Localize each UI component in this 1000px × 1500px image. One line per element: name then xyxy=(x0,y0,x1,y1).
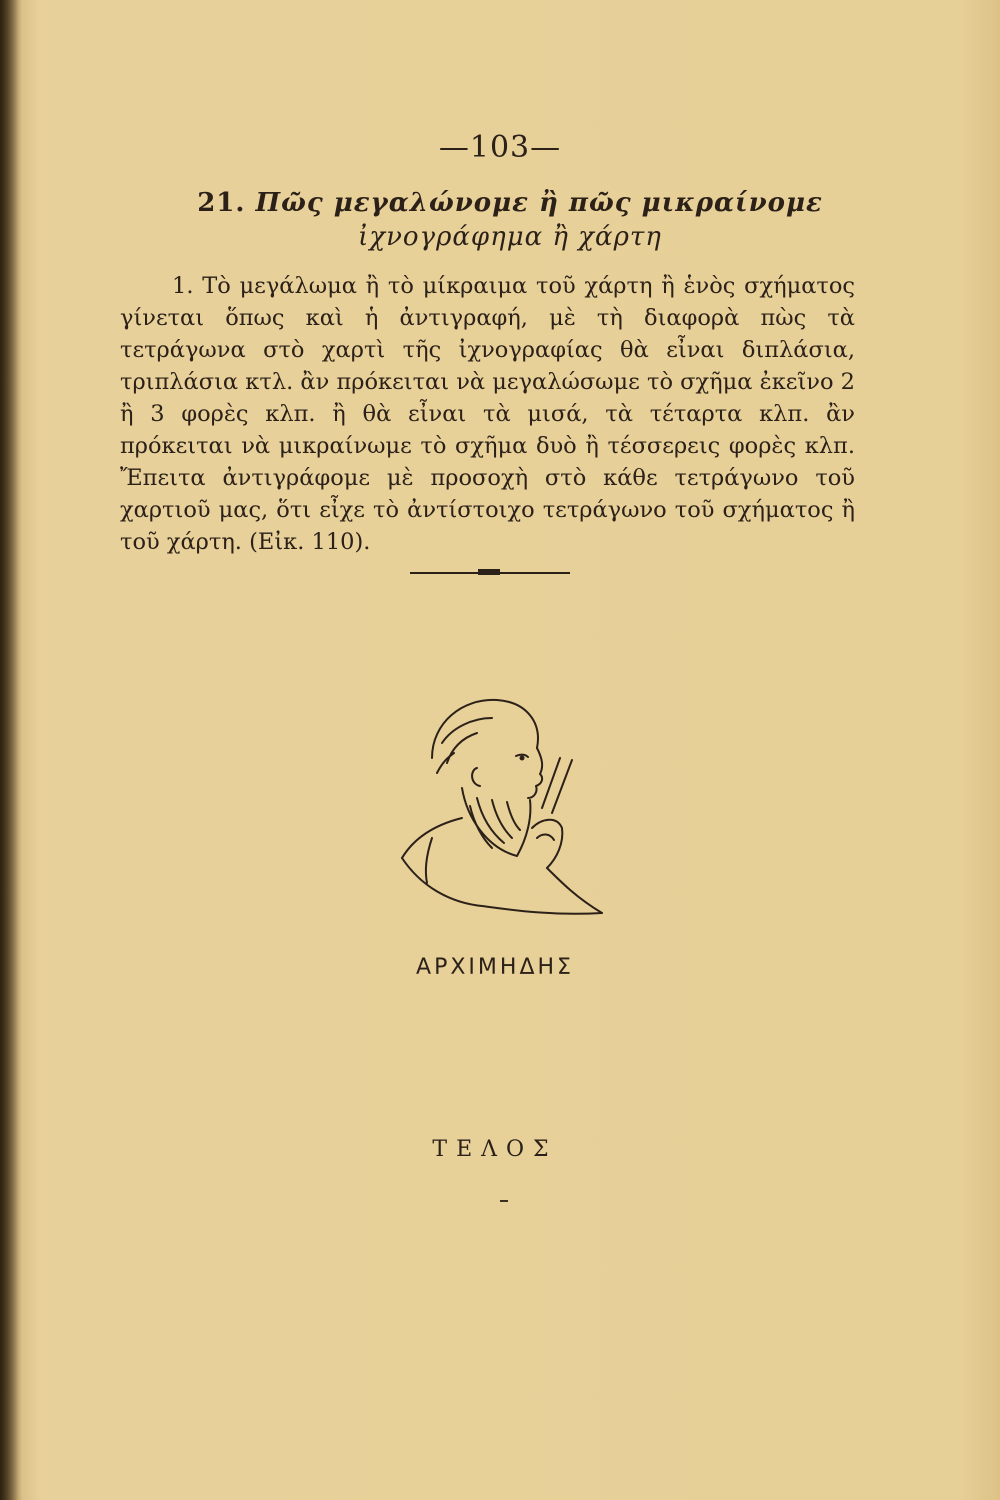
body-paragraph-container xyxy=(120,270,855,558)
end-text: ΤΕΛΟΣ xyxy=(432,1137,558,1162)
page-number: —103— xyxy=(438,130,562,165)
section-divider-mark xyxy=(478,569,500,575)
section-title-line2: ἰχνογράφημα ἢ χάρτη xyxy=(358,222,662,252)
section-heading-line1 xyxy=(180,188,840,218)
footer-dash xyxy=(500,1200,508,1202)
book-spine-shadow xyxy=(0,0,22,1500)
figure-caption: ΑΡΧΙΜΗΔΗΣ xyxy=(416,955,574,980)
section-number: 21. xyxy=(197,188,246,218)
archimedes-portrait-illustration xyxy=(392,688,612,928)
body-paragraph: 1. Τὸ μεγάλωμα ἢ τὸ μίκραιμα τοῦ χάρτη ἢ ἑνὸς σχήματος γίνεται ὅπως καὶ ἡ ἀντιγραφή, μὲ τὴ διαφορὰ πὼς τὰ τετράγωνα στὸ χαρτὶ τῆς ἰχνογραφίας θὰ εἶναι διπλάσια, τριπλάσια κτλ. ἂν πρόκειται νὰ μεγαλώσωμε τὸ σχῆμα ἐκεῖνο 2 ἢ 3 φορὲς κλπ. ἢ θὰ εἶναι τὰ μισά, τὰ τέταρτα κλπ. ἂν πρόκειται νὰ μικραίνωμε τὸ σχῆμα δυὸ ἢ τέσσερεις φορὲς κλπ. Ἔπειτα ἀντιγράφομε μὲ προσοχὴ στὸ κάθε τετράγωνο τοῦ χαρτιοῦ μας, ὅτι εἶχε τὸ ἀντίστοιχο τετράγωνο τοῦ σχήματος ἢ τοῦ χάρτη. (Εἰκ. 110). xyxy=(120,273,855,555)
section-title-line1: Πῶς μεγαλώνομε ἢ πῶς μικραίνομε xyxy=(255,188,823,218)
